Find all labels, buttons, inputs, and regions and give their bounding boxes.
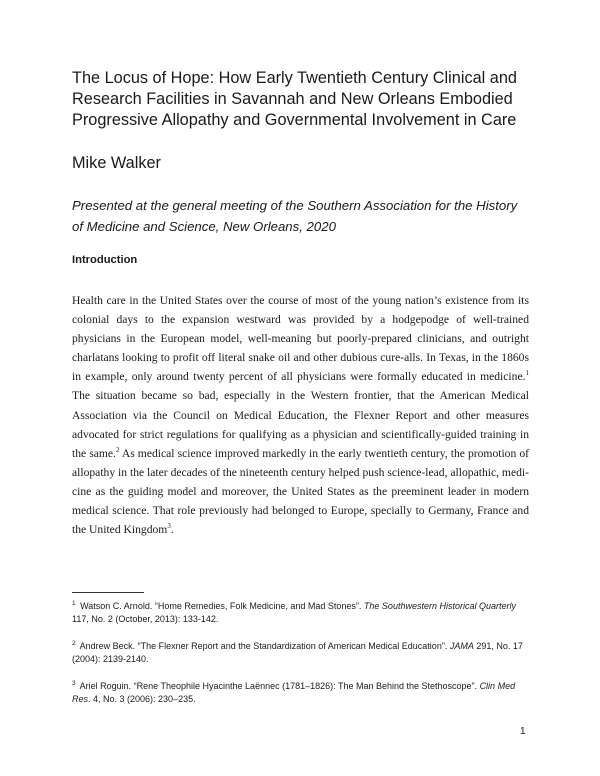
introduction-paragraph [72,291,529,539]
footnote-2 [72,640,530,666]
footnote-text: Andrew Beck. “The Flexner Report and the Standardization of American Medical Education”. [77,641,450,651]
footnotes [72,600,530,720]
footnote-journal: JAMA [449,641,474,651]
body-segment-3: As medical science improved markedly in the early twentieth century, the promotion of allopathy in the later decades of the nineteenth century helped push science-lead, allopathic, medicine as the guiding model and moreover, the United States as the preeminent leader in modern medical science. That role previously had belonged to Europe, specially to Germany, France and the United Kingdom [72,446,529,537]
paper-title: The Locus of Hope: How Early Twentieth Century Clinical and Research Facilities in Savannah and New Orleans Embodied Progressive Allopathy and Governmental Involvement in Care [72,69,517,129]
footnote-citation: 291, No. 17 (2004): 2139-2140. [72,641,523,664]
footnote-ref-1[interactable]: 1 [525,369,529,378]
footnote-divider [72,592,144,593]
footnote-3 [72,680,530,706]
footnote-journal: The Southwestern Historical Quarterly [363,601,516,611]
page-number: 1 [520,726,526,737]
footnote-citation: 117, No. 2 (October, 2013): 133-142. [72,614,219,624]
footnote-ref-3[interactable]: 3 [167,522,171,531]
footnote-1 [72,600,530,626]
body-segment-4: . [170,523,174,537]
section-heading: Introduction [72,254,138,266]
footnote-ref-2[interactable]: 2 [115,445,120,454]
body-segment-2: The situation became so bad, especially in the Western frontier, that the American Medical Association via the Council on Medical Education, the Flexner Report and other measures advocated for strict regulations for qualifying as a physician and scientifically-guided training in the same. [72,389,529,460]
author-name: Mike Walker [72,154,161,172]
footnote-text: Ariel Roguin. “Rene Theophile Hyacinthe Laënnec (1781–1826): The Man Behind the Stethoscope”. [77,681,480,691]
body-segment-1: Health care in the United States over the course of most of the young nation’s existence from its colonial days to the expansion westward was provided by a hodgepodge of well-trained physicians in the European model, well-meaning but poorly-prepared clinicians, and outright charlatans looking to profit off literal snake oil and other dubious cure-alls. In Texas, in the 1860s in example, only around twenty percent of all physicians were formally educated in medicine. [72,294,529,384]
footnote-mark: 3 [72,680,76,687]
presentation-note: Presented at the general meeting of the Southern Association for the History of Medicine and Science, New Orleans, 2020 [72,198,518,234]
footnote-mark: 2 [72,640,76,647]
footnote-journal: Clin Med Res [72,681,516,704]
footnote-text: Watson C. Arnold. “Home Remedies, Folk Medicine, and Mad Stones”. [77,601,364,611]
footnote-mark: 1 [72,600,76,607]
footnote-citation: . 4, No. 3 (2006): 230–235. [88,694,196,704]
